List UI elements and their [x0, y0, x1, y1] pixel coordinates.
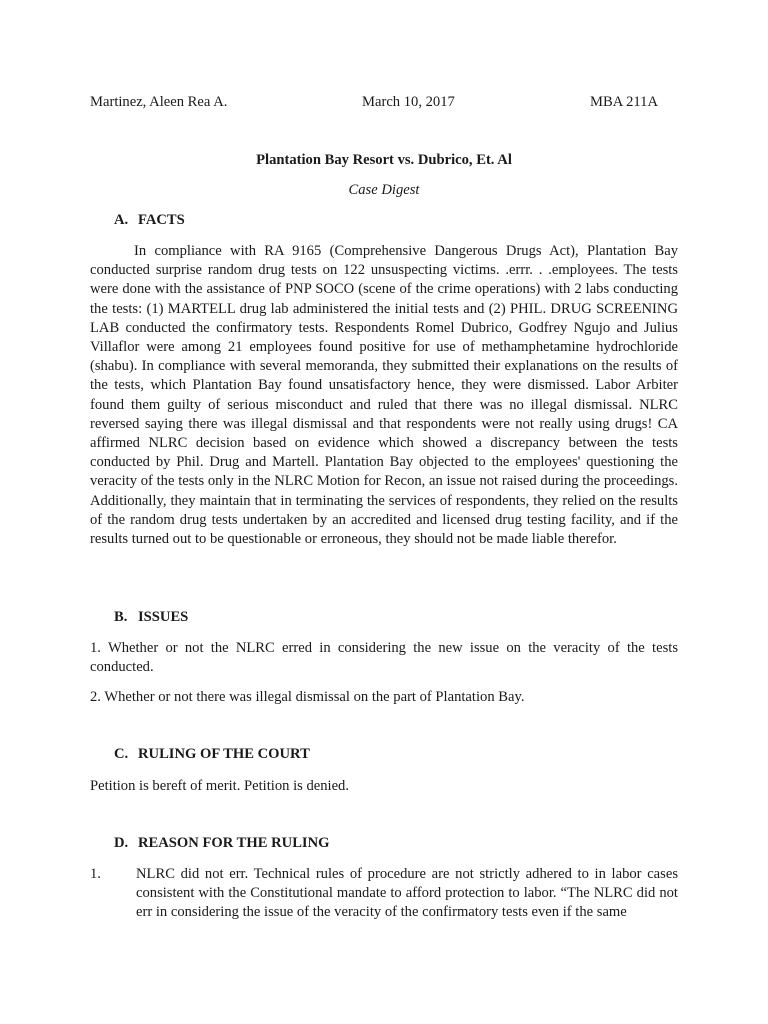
section-heading-facts [114, 212, 185, 229]
document-header [90, 94, 660, 114]
section-title: FACTS [138, 212, 185, 228]
section-letter: B. [114, 609, 128, 625]
section-title: REASON FOR THE RULING [138, 835, 330, 851]
author-name: Martinez, Aleen Rea A. [90, 94, 228, 110]
document-subtitle: Case Digest [348, 182, 420, 198]
document-date: March 10, 2017 [362, 94, 455, 110]
reason-item-number: 1. [90, 866, 101, 882]
facts-paragraph: In compliance with RA 9165 (Comprehensive Dangerous Drugs Act), Plantation Bay conducted surprise random drug tests on 122 unsuspecting victims. .errr. . .employees. The tests were done with the assistance of PNP SOCO (scene of the crime operations) with 2 labs conducting the tests: (1) MARTELL drug lab administered the initial tests and (2) PHIL. DRUG SCREENING LAB conducted the confirmatory tests. Respondents Romel Dubrico, Godfrey Ngujo and Julius Villaflor were among 21 employees found positive for use of methamphetamine hydrochloride (shabu). In compliance with several memoranda, they submitted their explanations on the results of the tests, which Plantation Bay found unsatisfactory hence, they were dismissed. Labor Arbiter found them guilty of serious misconduct and ruled that there was no illegal dismissal. NLRC reversed saying there was illegal dismissal and that respondents were not really using drugs! CA affirmed NLRC decision based on evidence which showed a discrepancy between the tests conducted by Phil. Drug and Martell. Plantation Bay objected to the employees' questioning the veracity of the tests only in the NLRC Motion for Recon, an issue not raised during the proceedings. Additionally, they maintain that in terminating the services of respondents, they relied on the results of the random drug tests undertaken by an accredited and licensed drug testing facility, and if the results turned out to be questionable or erroneous, they should not be made liable therefor. [90, 243, 678, 548]
section-heading-ruling [114, 746, 310, 763]
section-letter: D. [114, 835, 129, 851]
section-letter: C. [114, 746, 129, 762]
issue-item-2: 2. Whether or not there was illegal dismissal on the part of Plantation Bay. [90, 689, 525, 705]
section-title: RULING OF THE COURT [138, 746, 310, 762]
document-title: Plantation Bay Resort vs. Dubrico, Et. Al [256, 152, 512, 168]
ruling-paragraph: Petition is bereft of merit. Petition is denied. [90, 778, 349, 794]
course-code: MBA 211A [590, 94, 658, 110]
reason-item-text: NLRC did not err. Technical rules of procedure are not strictly adhered to in labor cases consistent with the Constitutional mandate to afford protection to labor. “The NLRC did not err in considering the issue of the veracity of the confirmatory tests even if the same [136, 866, 678, 921]
section-title: ISSUES [138, 609, 189, 625]
section-letter: A. [114, 212, 129, 228]
section-heading-issues [114, 609, 188, 626]
section-heading-reason [114, 835, 330, 852]
issue-item-1: 1. Whether or not the NLRC erred in considering the new issue on the veracity of the tests conducted. [90, 640, 678, 676]
